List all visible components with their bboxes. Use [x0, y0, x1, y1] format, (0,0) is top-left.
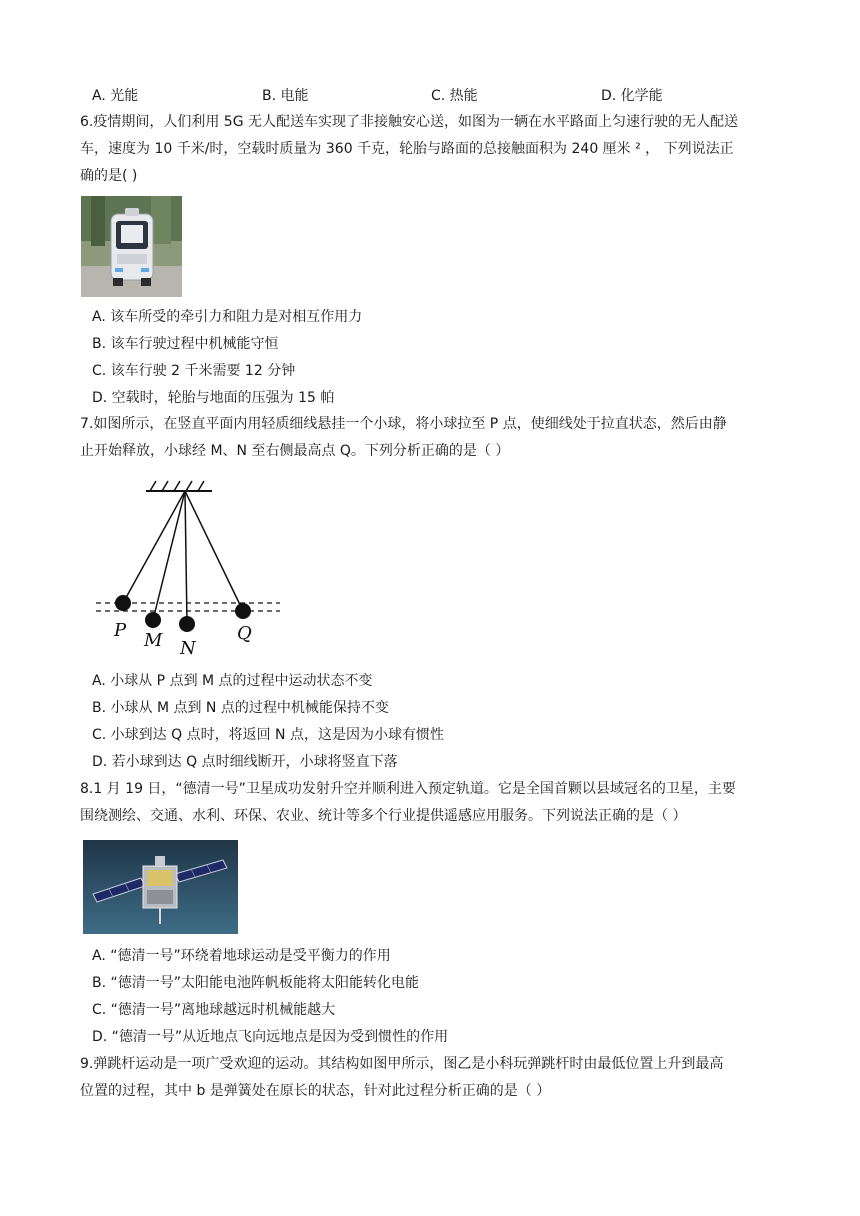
q6-choice-c: C. 该车行驶 2 千米需要 12 分钟 [92, 363, 296, 379]
q6-choice-d: D. 空载时，轮胎与地面的压强为 15 帕 [92, 390, 335, 406]
q7-choice-d: D. 若小球到达 Q 点时细线断开，小球将竖直下落 [92, 754, 398, 770]
q6-stem-line-2: 车，速度为 10 千米/时，空载时质量为 360 千克，轮胎与路面的总接触面积为 240 厘米 ² ， 下列说法正 [80, 141, 734, 157]
q8-choice-b: B. “德清一号”太阳能电池阵帆板能将太阳能转化电能 [92, 975, 420, 991]
q7-choice-a: A. 小球从 P 点到 M 点的过程中运动状态不变 [92, 673, 373, 689]
q8-stem-line-2: 围绕测绘、交通、水利、环保、农业、统计等多个行业提供遥感应用服务。下列说法正确的是（ ） [80, 808, 687, 824]
pendulum-diagram [88, 476, 288, 658]
q8-stem-line-1: 8.1 月 19 日，“德清一号”卫星成功发射升空并顺利进入预定轨道。它是全国首颗以县域冠名的卫星，主要 [80, 781, 736, 797]
delivery-vehicle-photo [81, 196, 182, 297]
q5-option-d: D. 化学能 [601, 88, 663, 104]
q8-choice-a: A. “德清一号”环绕着地球运动是受平衡力的作用 [92, 948, 391, 964]
q7-choice-c: C. 小球到达 Q 点时，将返回 N 点，这是因为小球有惯性 [92, 727, 444, 743]
satellite-photo [83, 840, 238, 934]
q7-stem-line-1: 7.如图所示，在竖直平面内用轻质细线悬挂一个小球，将小球拉至 P 点，使细线处于拉直状态，然后由静 [80, 416, 727, 432]
q5-option-a: A. 光能 [92, 88, 139, 104]
pendulum-figure [88, 476, 288, 658]
q6-choice-a: A. 该车所受的牵引力和阻力是对相互作用力 [92, 309, 363, 325]
label-p: P [114, 620, 127, 641]
q7-stem-line-2: 止开始释放，小球经 M、N 至右侧最高点 Q。下列分析正确的是（ ） [80, 443, 510, 459]
q5-option-b: B. 电能 [262, 88, 309, 104]
label-m: M [144, 630, 163, 651]
q5-option-c: C. 热能 [431, 88, 478, 104]
q6-choice-b: B. 该车行驶过程中机械能守恒 [92, 336, 279, 352]
q6-stem-line-1: 6.疫情期间，人们利用 5G 无人配送车实现了非接触安心送，如图为一辆在水平路面上匀速行驶的无人配送 [80, 114, 739, 130]
q8-choice-c: C. “德清一号”离地球越远时机械能越大 [92, 1002, 336, 1018]
label-q: Q [237, 623, 252, 644]
q8-choice-d: D. “德清一号”从近地点飞向远地点是因为受到惯性的作用 [92, 1029, 449, 1045]
satellite-image [83, 840, 238, 934]
q9-stem-line-2: 位置的过程，其中 b 是弹簧处在原长的状态，针对此过程分析正确的是（ ） [80, 1083, 551, 1099]
q9-stem-line-1: 9.弹跳杆运动是一项广受欢迎的运动。其结构如图甲所示，图乙是小科玩弹跳杆时由最低位置上升到最高 [80, 1056, 724, 1072]
delivery-vehicle-image [81, 196, 182, 297]
label-n: N [180, 638, 196, 658]
q6-stem-line-3: 确的是( ) [80, 168, 138, 184]
q7-choice-b: B. 小球从 M 点到 N 点的过程中机械能保持不变 [92, 700, 389, 716]
